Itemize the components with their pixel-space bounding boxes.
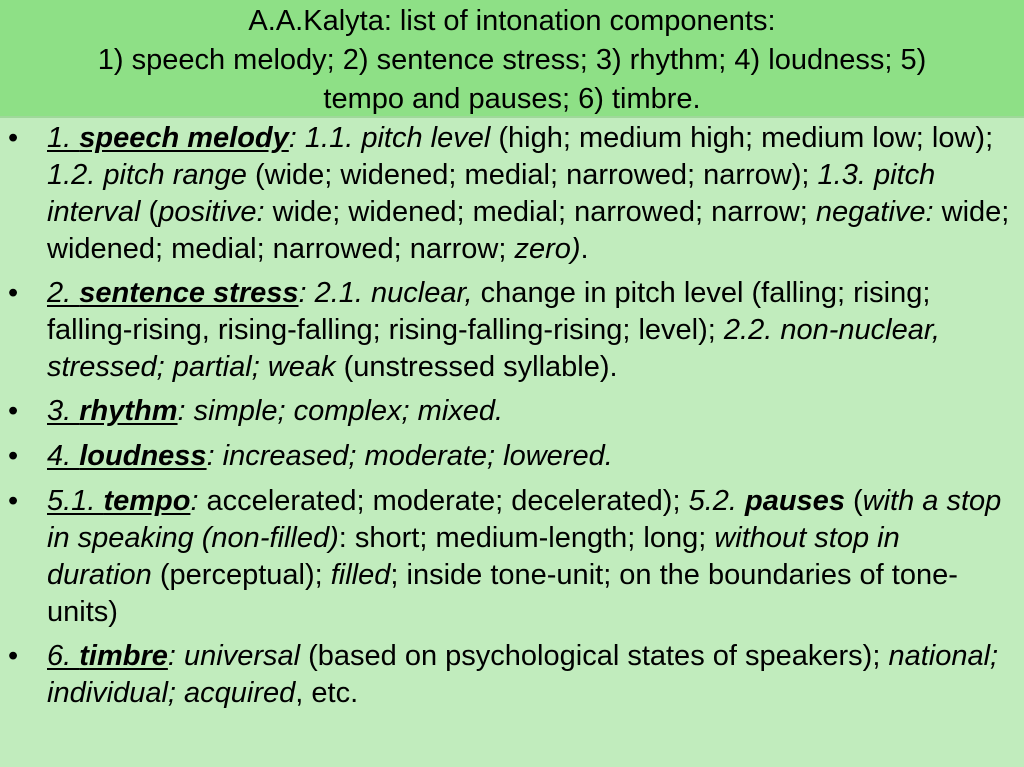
component-text: : 1.1. pitch level xyxy=(288,122,491,154)
component-name: tempo xyxy=(103,485,191,517)
component-text: wide; widened; medial; narrowed; narrow; xyxy=(47,196,1010,265)
component-text: 2.2. non-nuclear, stressed; partial; weak xyxy=(47,314,940,383)
component-text: : increased; moderate; lowered. xyxy=(206,440,613,472)
component-text: (unstressed syllable). xyxy=(335,351,618,383)
bullet-item xyxy=(0,638,1024,712)
component-text: , etc. xyxy=(295,677,359,709)
component-text: (high; medium high; medium low; low); xyxy=(490,122,994,154)
component-text: . xyxy=(580,233,589,265)
component-text: wide; widened; medial; narrowed; narrow; xyxy=(264,196,816,228)
component-heading xyxy=(47,122,289,154)
component-text: negative: xyxy=(815,196,934,228)
component-heading xyxy=(47,277,299,309)
component-text: : universal xyxy=(167,640,301,672)
component-heading xyxy=(47,640,168,672)
bullet-dot: • xyxy=(8,640,19,672)
component-text: ( xyxy=(140,196,159,228)
bullet-item xyxy=(0,275,1024,386)
component-text: : short; medium-length; long; xyxy=(338,522,715,554)
title-line-2: 1) speech melody; 2) sentence stress; 3) rhythm; 4) loudness; 5) xyxy=(97,44,927,76)
title-line-3: tempo and pauses; 6) timbre. xyxy=(323,83,701,115)
component-text: accelerated; moderate; decelerated); xyxy=(198,485,689,517)
component-heading xyxy=(47,440,207,472)
bullet-dot: • xyxy=(8,277,19,309)
bullet-list xyxy=(0,120,1024,719)
bullet-dot: • xyxy=(8,122,19,154)
component-text: : 2.1. nuclear, xyxy=(298,277,473,309)
component-heading xyxy=(47,485,190,517)
component-text: ( xyxy=(844,485,863,517)
component-text: national; individual; acquired xyxy=(47,640,999,709)
component-text: 1.2. pitch range xyxy=(47,159,247,191)
bullet-item xyxy=(0,120,1024,268)
component-name: rhythm xyxy=(79,395,178,427)
bullet-dot: • xyxy=(8,440,19,472)
title-bar xyxy=(0,0,1024,117)
component-text: : xyxy=(190,485,199,517)
component-text: zero) xyxy=(514,233,581,265)
component-text: (wide; widened; medial; narrowed; narrow); xyxy=(246,159,818,191)
bullet-dot: • xyxy=(8,395,19,427)
component-text: 1.3. pitch interval xyxy=(47,159,936,228)
slide-title xyxy=(10,2,1014,119)
component-text: change in pitch level (falling; rising; falling-rising, rising-falling; rising-falling-rising; level); xyxy=(47,277,931,346)
component-text: without stop in duration xyxy=(47,522,900,591)
component-text: positive: xyxy=(158,196,265,228)
component-number: 6. xyxy=(47,640,80,672)
component-text: ; inside tone-unit; on the boundaries of tone-units) xyxy=(47,559,958,628)
component-number: 2. xyxy=(47,277,80,309)
component-number: 5.1. xyxy=(47,485,104,517)
component-number: 3. xyxy=(47,395,80,427)
component-name: loudness xyxy=(79,440,207,472)
component-name: timbre xyxy=(79,640,168,672)
component-text: filled xyxy=(330,559,391,591)
bullet-item xyxy=(0,393,1024,430)
bullet-item xyxy=(0,438,1024,475)
component-text: (based on psychological states of speakers); xyxy=(300,640,889,672)
component-heading xyxy=(47,395,178,427)
title-line-1: A.A.Kalyta: list of intonation components: xyxy=(248,5,776,37)
component-name: speech melody xyxy=(79,122,289,154)
component-number: 1. xyxy=(47,122,80,154)
component-text: 5.2. xyxy=(688,485,745,517)
component-text: with a stop in speaking (non-filled) xyxy=(47,485,1002,554)
component-text: (perceptual); xyxy=(151,559,331,591)
component-number: 4. xyxy=(47,440,80,472)
component-name: sentence stress xyxy=(79,277,299,309)
bullet-item xyxy=(0,483,1024,631)
component-text: pauses xyxy=(745,485,845,517)
bullet-dot: • xyxy=(8,485,19,517)
component-text: : simple; complex; mixed. xyxy=(177,395,504,427)
title-divider xyxy=(0,116,1024,118)
